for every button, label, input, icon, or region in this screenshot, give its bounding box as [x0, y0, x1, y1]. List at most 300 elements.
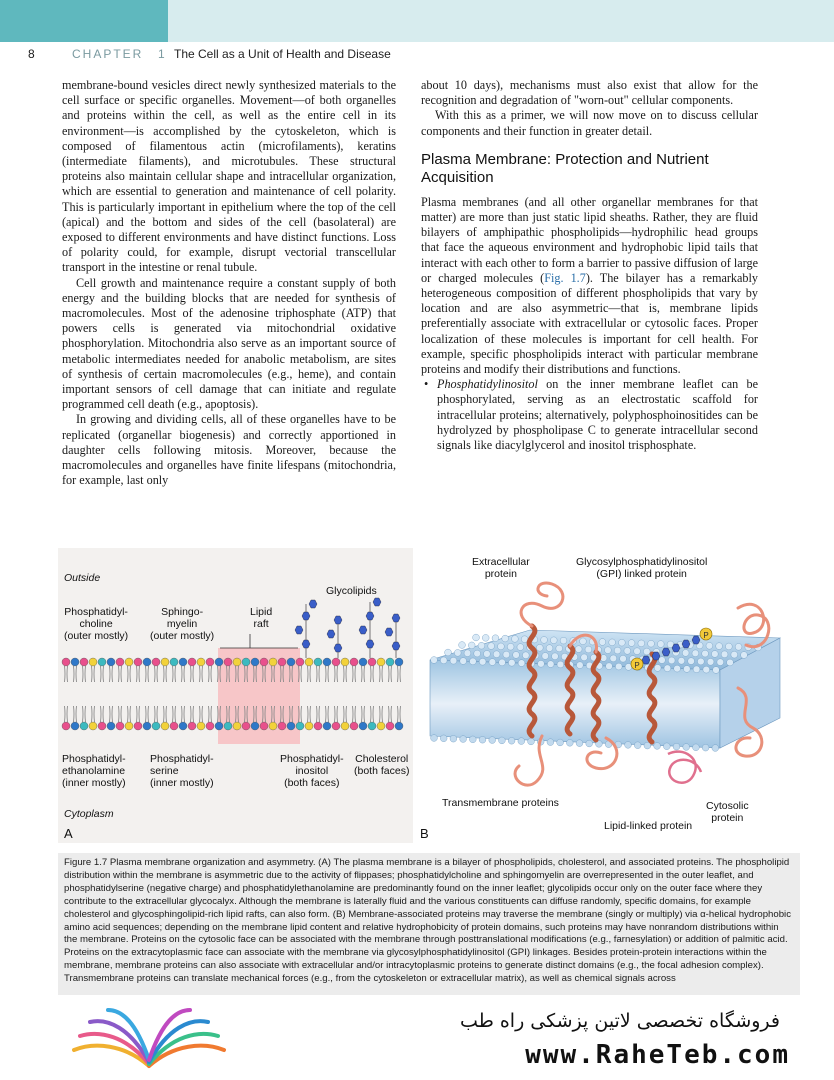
head-group	[625, 741, 632, 748]
outer-head-group	[377, 658, 385, 666]
phosphatidylinositol-label: Phosphatidyl- inositol (both faces)	[280, 753, 344, 789]
inner-head-group	[269, 722, 277, 730]
glycan-sugar	[295, 626, 303, 634]
head-group	[654, 665, 661, 672]
head-group	[513, 652, 520, 659]
head-group	[654, 743, 661, 750]
lipid-tail	[191, 706, 194, 722]
head-group	[581, 654, 588, 661]
head-group	[469, 658, 476, 665]
head-group	[735, 643, 742, 650]
head-group	[657, 641, 664, 648]
head-group	[727, 659, 734, 666]
head-group	[668, 657, 675, 664]
head-group	[620, 655, 627, 662]
head-group	[459, 642, 466, 649]
head-group	[508, 737, 515, 744]
gpi-sugar	[642, 656, 650, 664]
phosphatidylserine-label: Phosphatidyl- serine (inner mostly)	[150, 753, 214, 789]
head-group	[693, 744, 700, 751]
outer-head-group	[359, 658, 367, 666]
lipid-tail	[353, 706, 356, 722]
lipid-tail	[380, 706, 383, 722]
glycan-sugar	[385, 628, 393, 636]
head-group	[618, 639, 625, 646]
inner-head-group	[116, 722, 124, 730]
outer-head-group	[179, 658, 187, 666]
left-paragraph-2: Cell growth and maintenance require a constant supply of both energy and the building blocks that are needed for synthesis of macromolecules. Most of the adenosine triphosphate (ATP) that powers cells is generated via mitochondrial oxidative phosphorylation. Mitochondria also serve as an important source of metabolic intermediates needed for anabolic metabolism, are sites of synthesis of certain macromolecules (e.g., heme), and contain important sensors of cell damage that can initiate and regulate programmed cell death (e.g., apoptosis).	[62, 275, 396, 412]
lipid-tail	[155, 666, 158, 682]
head-group	[692, 650, 699, 657]
outer-head-group	[395, 658, 403, 666]
head-group	[440, 657, 447, 664]
right-paragraph-3	[421, 195, 758, 377]
glycan-sugar	[392, 642, 400, 650]
head-group	[550, 637, 557, 644]
inner-head-group	[170, 722, 178, 730]
outer-head-group	[269, 658, 277, 666]
caption-text: Plasma membrane organization and asymmetry. (A) The plasma membrane is a bilayer of phospholipids, cholesterol, and associated proteins. The phospholipid distribution within the membrane is asymmetric due to the activity of flippases; phosphatidylcholine and sphingomyelin are overrepresented in the outer leaflet, and phosphatidylserine (negative charge) and phosphatidylethanolamine are predominantly found on the inner leaflet; glycolipids occur only on the outer face where they contribute to the extracellular glycocalyx. Although the membrane is laterally fluid and the various constituents can diffuse randomly, specific domains, for example cholesterol and glycosphingolipid-rich lipid rafts, can also form. (B) Membrane-associated proteins may traverse the membrane (singly or multiply) via α-helical hydrophobic amino acid sequences; depending on the membrane lipid content and relative hydrophobicity of protein domains, such proteins may have nonrandom distributions within the membrane. Proteins on the cytosolic face can be associated with the membrane through posttranslational modifications (e.g., farnesylation) or addition of palmitic acid. Proteins on the extracytoplasmic face can associate with the membrane via glycosylphosphatidylinositol (GPI) linkages. Besides protein-protein interactions within the membrane, membrane proteins can also associate with extracellular and/or intracytoplasmic proteins to generate distinct domains (e.g., the focal adhesion complex). Transmembrane proteins can translate mechanical forces (e.g., from the cytoskeleton or extracellular matrix), as well as chemical signals across	[64, 857, 791, 985]
inner-head-group	[287, 722, 295, 730]
lipid-tail	[389, 666, 392, 682]
head-group	[725, 643, 732, 650]
outer-head-group	[287, 658, 295, 666]
head-group	[678, 657, 685, 664]
head-group	[473, 634, 480, 641]
head-group	[517, 644, 524, 651]
head-group	[643, 648, 650, 655]
lipid-tail	[335, 666, 338, 682]
outer-head-group	[350, 658, 358, 666]
page-number: 8	[28, 47, 35, 61]
head-group	[693, 666, 700, 673]
outer-head-group	[368, 658, 376, 666]
lipid-tail	[65, 706, 68, 722]
gpi-sugar	[682, 640, 690, 648]
lipid-linked-protein	[668, 752, 701, 783]
head-group	[711, 651, 718, 658]
head-group	[576, 740, 583, 747]
right-paragraph-1: about 10 days), mechanisms must also exist that allow for the recognition and degradation of "worn-out" cellular components.	[421, 78, 758, 108]
glycan-sugar	[334, 644, 342, 652]
transmembrane-proteins-label: Transmembrane proteins	[442, 797, 559, 809]
lipid-tail	[362, 666, 365, 682]
outer-head-group	[197, 658, 205, 666]
gpi-linked-protein-label: Glycosylphosphatidylinositol (GPI) linked protein	[576, 556, 708, 580]
phosphate-marker-label: P	[634, 661, 640, 670]
gpi-sugar	[662, 648, 670, 656]
lipid-tail	[398, 706, 401, 722]
head-group	[702, 650, 709, 657]
inner-head-group	[314, 722, 322, 730]
lipid-raft-label: Lipid raft	[250, 606, 273, 630]
cytoplasm-label: Cytoplasm	[64, 808, 114, 820]
head-group	[713, 667, 720, 674]
head-group	[503, 651, 510, 658]
head-group	[483, 650, 490, 657]
head-group	[493, 651, 500, 658]
head-group	[508, 659, 515, 666]
head-group	[674, 665, 681, 672]
inner-head-group	[332, 722, 340, 730]
book-logo-icon	[64, 1004, 234, 1074]
head-group	[624, 647, 631, 654]
outer-head-group	[332, 658, 340, 666]
inner-head-group	[395, 722, 403, 730]
paragraph-text: ). The bilayer has a remarkably heterogeneous composition of different phospholipids that vary by location and are also asymmetric—that is, membrane lipids preferentially associate with extracellular or cytosolic faces. Proper localization of these molecules is important for cell health. For example, specific phospholipids interact with particular membrane proteins and modify their distributions and functions.	[421, 270, 758, 377]
store-name: فروشگاه تخصصی لاتین پزشکی راه طب	[460, 1010, 780, 1032]
head-group	[721, 651, 728, 658]
head-group	[683, 744, 690, 751]
head-group	[664, 665, 671, 672]
inner-head-group	[206, 722, 214, 730]
lipid-tail	[317, 706, 320, 722]
figure-1-7	[58, 548, 800, 848]
head-group	[610, 655, 617, 662]
head-group	[518, 738, 525, 745]
lipid-tail	[101, 666, 104, 682]
lipid-tail	[308, 666, 311, 682]
outer-head-group	[224, 658, 232, 666]
lipid-tail	[110, 666, 113, 682]
outer-head-group	[188, 658, 196, 666]
head-group	[707, 658, 714, 665]
inner-head-group	[386, 722, 394, 730]
lipid-tail	[362, 706, 365, 722]
outer-head-group	[62, 658, 70, 666]
section-heading: Plasma Membrane: Protection and Nutrient Acquisition	[421, 150, 709, 186]
head-group	[528, 738, 535, 745]
head-group	[556, 645, 563, 652]
lipid-tail	[326, 706, 329, 722]
outer-head-group	[143, 658, 151, 666]
lipid-tail	[164, 666, 167, 682]
head-group	[454, 649, 461, 656]
inner-head-group	[242, 722, 250, 730]
head-group	[507, 643, 514, 650]
lipid-tail	[380, 666, 383, 682]
head-group	[482, 634, 489, 641]
head-group	[599, 639, 606, 646]
outer-head-group	[161, 658, 169, 666]
section-title: The Cell as a Unit of Health and Disease	[174, 47, 391, 61]
glycan-sugar	[327, 630, 335, 638]
outer-head-group	[386, 658, 394, 666]
glycan-sugar	[392, 614, 400, 622]
inner-head-group	[251, 722, 259, 730]
lipid-tail	[317, 666, 320, 682]
head-group	[431, 657, 438, 664]
glycan-sugar	[334, 616, 342, 624]
head-group	[552, 653, 559, 660]
panel-a-letter: A	[64, 826, 73, 841]
glycolipids-label: Glycolipids	[326, 585, 377, 597]
outer-head-group	[314, 658, 322, 666]
head-group	[703, 666, 710, 673]
extracellular-protein-label: Extracellular protein	[472, 556, 530, 580]
lipid-tail	[326, 666, 329, 682]
outer-head-group	[107, 658, 115, 666]
head-group	[431, 735, 438, 742]
inner-head-group	[107, 722, 115, 730]
outer-head-group	[341, 658, 349, 666]
inner-head-group	[143, 722, 151, 730]
inner-head-group	[71, 722, 79, 730]
lipid-tail	[137, 706, 140, 722]
head-group	[585, 646, 592, 653]
head-group	[546, 645, 553, 652]
head-group	[468, 642, 475, 649]
lipid-tail	[308, 706, 311, 722]
outer-head-group	[98, 658, 106, 666]
left-column	[62, 78, 396, 488]
outer-head-group	[134, 658, 142, 666]
outer-head-group	[278, 658, 286, 666]
bullet-term: Phosphatidylinositol	[437, 377, 538, 392]
head-group	[614, 647, 621, 654]
figure-caption	[58, 853, 800, 995]
outer-head-group	[80, 658, 88, 666]
outer-head-group	[323, 658, 331, 666]
head-group	[557, 739, 564, 746]
inner-head-group	[188, 722, 196, 730]
glycan-sugar	[302, 640, 310, 648]
outer-head-group	[260, 658, 268, 666]
head-group	[492, 635, 499, 642]
outer-head-group	[242, 658, 250, 666]
head-group	[479, 736, 486, 743]
head-group	[560, 637, 567, 644]
chapter-number: 1	[158, 47, 165, 61]
head-group	[440, 735, 447, 742]
head-group	[547, 661, 554, 668]
head-group	[717, 659, 724, 666]
lipid-tail	[173, 666, 176, 682]
lipid-tail	[101, 706, 104, 722]
right-paragraph-2: With this as a primer, we will now move on to discuss cellular components and their function in greater detail.	[421, 108, 758, 138]
phosphate-marker-label: P	[703, 631, 709, 640]
lipid-tail	[119, 706, 122, 722]
lipid-tail	[74, 706, 77, 722]
lipid-linked-protein-label: Lipid-linked protein	[604, 820, 693, 832]
inner-head-group	[278, 722, 286, 730]
head-group	[683, 666, 690, 673]
inner-head-group	[80, 722, 88, 730]
figure-reference-link[interactable]: Fig. 1.7	[544, 270, 586, 285]
sphingomyelin-label: Sphingo- myelin (outer mostly)	[150, 606, 215, 642]
head-group	[731, 651, 738, 658]
glycan-sugar	[309, 600, 317, 608]
caption-label: Figure 1.7	[64, 857, 108, 868]
head-group	[702, 744, 709, 751]
bullet-text: on the inner membrane leaflet can be phosphorylated, serving as an electrostatic scaffold for intracellular proteins; alternatively, polyphosphoinositides can be hydrolyzed by phospholipase C to generate intracellular second signals like diacylglycerol and inositol trisphosphate.	[437, 377, 758, 453]
outside-label: Outside	[64, 572, 101, 584]
lipid-tail	[65, 666, 68, 682]
inner-head-group	[152, 722, 160, 730]
lipid-tail	[335, 706, 338, 722]
head-group	[586, 740, 593, 747]
head-group	[445, 649, 452, 656]
lipid-tail	[74, 666, 77, 682]
outer-head-group	[89, 658, 97, 666]
head-group	[450, 657, 457, 664]
inner-head-group	[377, 722, 385, 730]
head-group	[488, 643, 495, 650]
head-group	[511, 635, 518, 642]
chapter-word: CHAPTER	[72, 47, 144, 61]
head-group	[580, 638, 587, 645]
inner-head-group	[260, 722, 268, 730]
head-group	[606, 663, 613, 670]
inner-head-group	[359, 722, 367, 730]
head-group	[634, 742, 641, 749]
head-group	[479, 658, 486, 665]
head-group	[716, 643, 723, 650]
lipid-tail	[173, 706, 176, 722]
head-group	[706, 642, 713, 649]
lipid-tail	[200, 706, 203, 722]
outer-head-group	[170, 658, 178, 666]
head-group	[648, 640, 655, 647]
lipid-tail	[344, 706, 347, 722]
head-group	[460, 658, 467, 665]
head-group	[518, 660, 525, 667]
head-group	[460, 736, 467, 743]
lipid-tail	[119, 666, 122, 682]
lipid-tail	[209, 706, 212, 722]
lipid-tail	[371, 706, 374, 722]
head-group	[478, 642, 485, 649]
gpi-sugar	[692, 636, 700, 644]
lipid-tail	[146, 706, 149, 722]
head-group	[682, 650, 689, 657]
lipid-tail	[137, 666, 140, 682]
paragraph-text: Plasma membranes (and all other organellar membranes for that matter) are more than just static lipid sheaths. Rather, they are fluid bilayers of amphipathic phospholipids—hydrophilic head groups that face the aqueous environment and hydrophobic lipid tails that interact with each other to form a barrier to passive diffusion of large or charged molecules (	[421, 194, 758, 285]
lipid-tail	[182, 706, 185, 722]
head-group	[628, 640, 635, 647]
inner-head-group	[89, 722, 97, 730]
gpi-sugar	[672, 644, 680, 652]
lipid-tail	[182, 666, 185, 682]
inner-head-group	[98, 722, 106, 730]
lipid-tail	[209, 666, 212, 682]
head-group	[688, 658, 695, 665]
head-group	[673, 743, 680, 750]
glycan-sugar	[366, 640, 374, 648]
glycan-sugar	[373, 598, 381, 606]
inner-head-group	[341, 722, 349, 730]
head-group	[547, 739, 554, 746]
panel-b-letter: B	[420, 826, 429, 841]
lipid-tail	[92, 666, 95, 682]
head-group	[536, 644, 543, 651]
head-group	[659, 657, 666, 664]
head-group	[634, 648, 641, 655]
head-group	[502, 635, 509, 642]
inner-head-group	[215, 722, 223, 730]
outer-head-group	[233, 658, 241, 666]
lipid-tail	[200, 666, 203, 682]
lipid-tail	[155, 706, 158, 722]
lipid-tail	[128, 666, 131, 682]
inner-head-group	[134, 722, 142, 730]
inner-head-group	[179, 722, 187, 730]
inner-head-group	[197, 722, 205, 730]
head-group	[575, 646, 582, 653]
head-group	[474, 650, 481, 657]
head-group	[499, 659, 506, 666]
left-paragraph-1: membrane-bound vesicles direct newly synthesized materials to the cell surface or specific organelles. Movement—of both organelles and proteins within the cell, as well as the entire cell in its environment—is accomplished by the cytoskeleton, which is composed of filamentous actin (microfilaments), keratins (intermediate filaments), and microtubules. These structural proteins also maintain cellular shape and intracellular organization, which are essential to generation and maintenance of cell polarity. This is particularly important in epithelium where the top of the cell (apical) and the bottom and sides of the cell (basolateral) are exposed to different environments and have distinct functions. Loss of polarity could, for example, disrupt vectorial transcellular transport in the intestine or renal tubule.	[62, 78, 396, 275]
phosphatidylcholine-label: Phosphatidyl- choline (outer mostly)	[64, 606, 129, 642]
inner-head-group	[233, 722, 241, 730]
glycan-sugar	[359, 626, 367, 634]
outer-head-group	[116, 658, 124, 666]
head-group	[542, 653, 549, 660]
head-group	[497, 643, 504, 650]
head-group	[576, 662, 583, 669]
lipid-tail	[83, 666, 86, 682]
outer-head-group	[206, 658, 214, 666]
head-group	[663, 743, 670, 750]
phosphatidylethanolamine-label: Phosphatidyl- ethanolamine (inner mostly)	[62, 753, 126, 789]
lipid-tail	[92, 706, 95, 722]
lipid-tail	[371, 666, 374, 682]
lipid-tail	[398, 666, 401, 682]
head-group	[489, 737, 496, 744]
head-group	[450, 735, 457, 742]
glycan-sugar	[366, 612, 374, 620]
right-column	[421, 78, 758, 453]
head-group	[464, 650, 471, 657]
lipid-tail	[191, 666, 194, 682]
lipid-tail	[389, 706, 392, 722]
head-group	[538, 660, 545, 667]
head-group	[566, 739, 573, 746]
inner-head-group	[296, 722, 304, 730]
lipid-tail	[146, 666, 149, 682]
gpi-sugar	[652, 652, 660, 660]
inner-head-group	[161, 722, 169, 730]
lipid-tail	[128, 706, 131, 722]
cytosolic-protein-label: Cytosolic protein	[706, 800, 749, 824]
lipid-tail	[110, 706, 113, 722]
head-group	[697, 658, 704, 665]
inner-head-group	[224, 722, 232, 730]
head-group	[469, 736, 476, 743]
inner-head-group	[62, 722, 70, 730]
inner-head-group	[368, 722, 376, 730]
head-group	[615, 663, 622, 670]
extracellular-loop	[521, 583, 563, 626]
outer-head-group	[125, 658, 133, 666]
lipid-tail	[353, 666, 356, 682]
glycolipid-chains	[295, 598, 400, 658]
head-group	[712, 745, 719, 752]
outer-head-group	[152, 658, 160, 666]
store-url-link[interactable]: www.RaheTeb.com	[525, 1040, 790, 1070]
head-group	[489, 659, 496, 666]
left-paragraph-3: In growing and dividing cells, all of these organelles have to be replicated (organellar biogenesis) and correctly apportioned in daughter cells following mitosis. Moreover, because the macromolecules and organelles have finite lifespans (mitochondria, for example, last only	[62, 412, 396, 488]
outer-head-group	[251, 658, 259, 666]
page-header	[0, 0, 834, 66]
bullet-item	[421, 377, 758, 453]
outer-head-group	[296, 658, 304, 666]
lipid-tail	[164, 706, 167, 722]
head-group	[604, 647, 611, 654]
inner-head-group	[350, 722, 358, 730]
head-group	[499, 737, 506, 744]
inner-head-group	[305, 722, 313, 730]
